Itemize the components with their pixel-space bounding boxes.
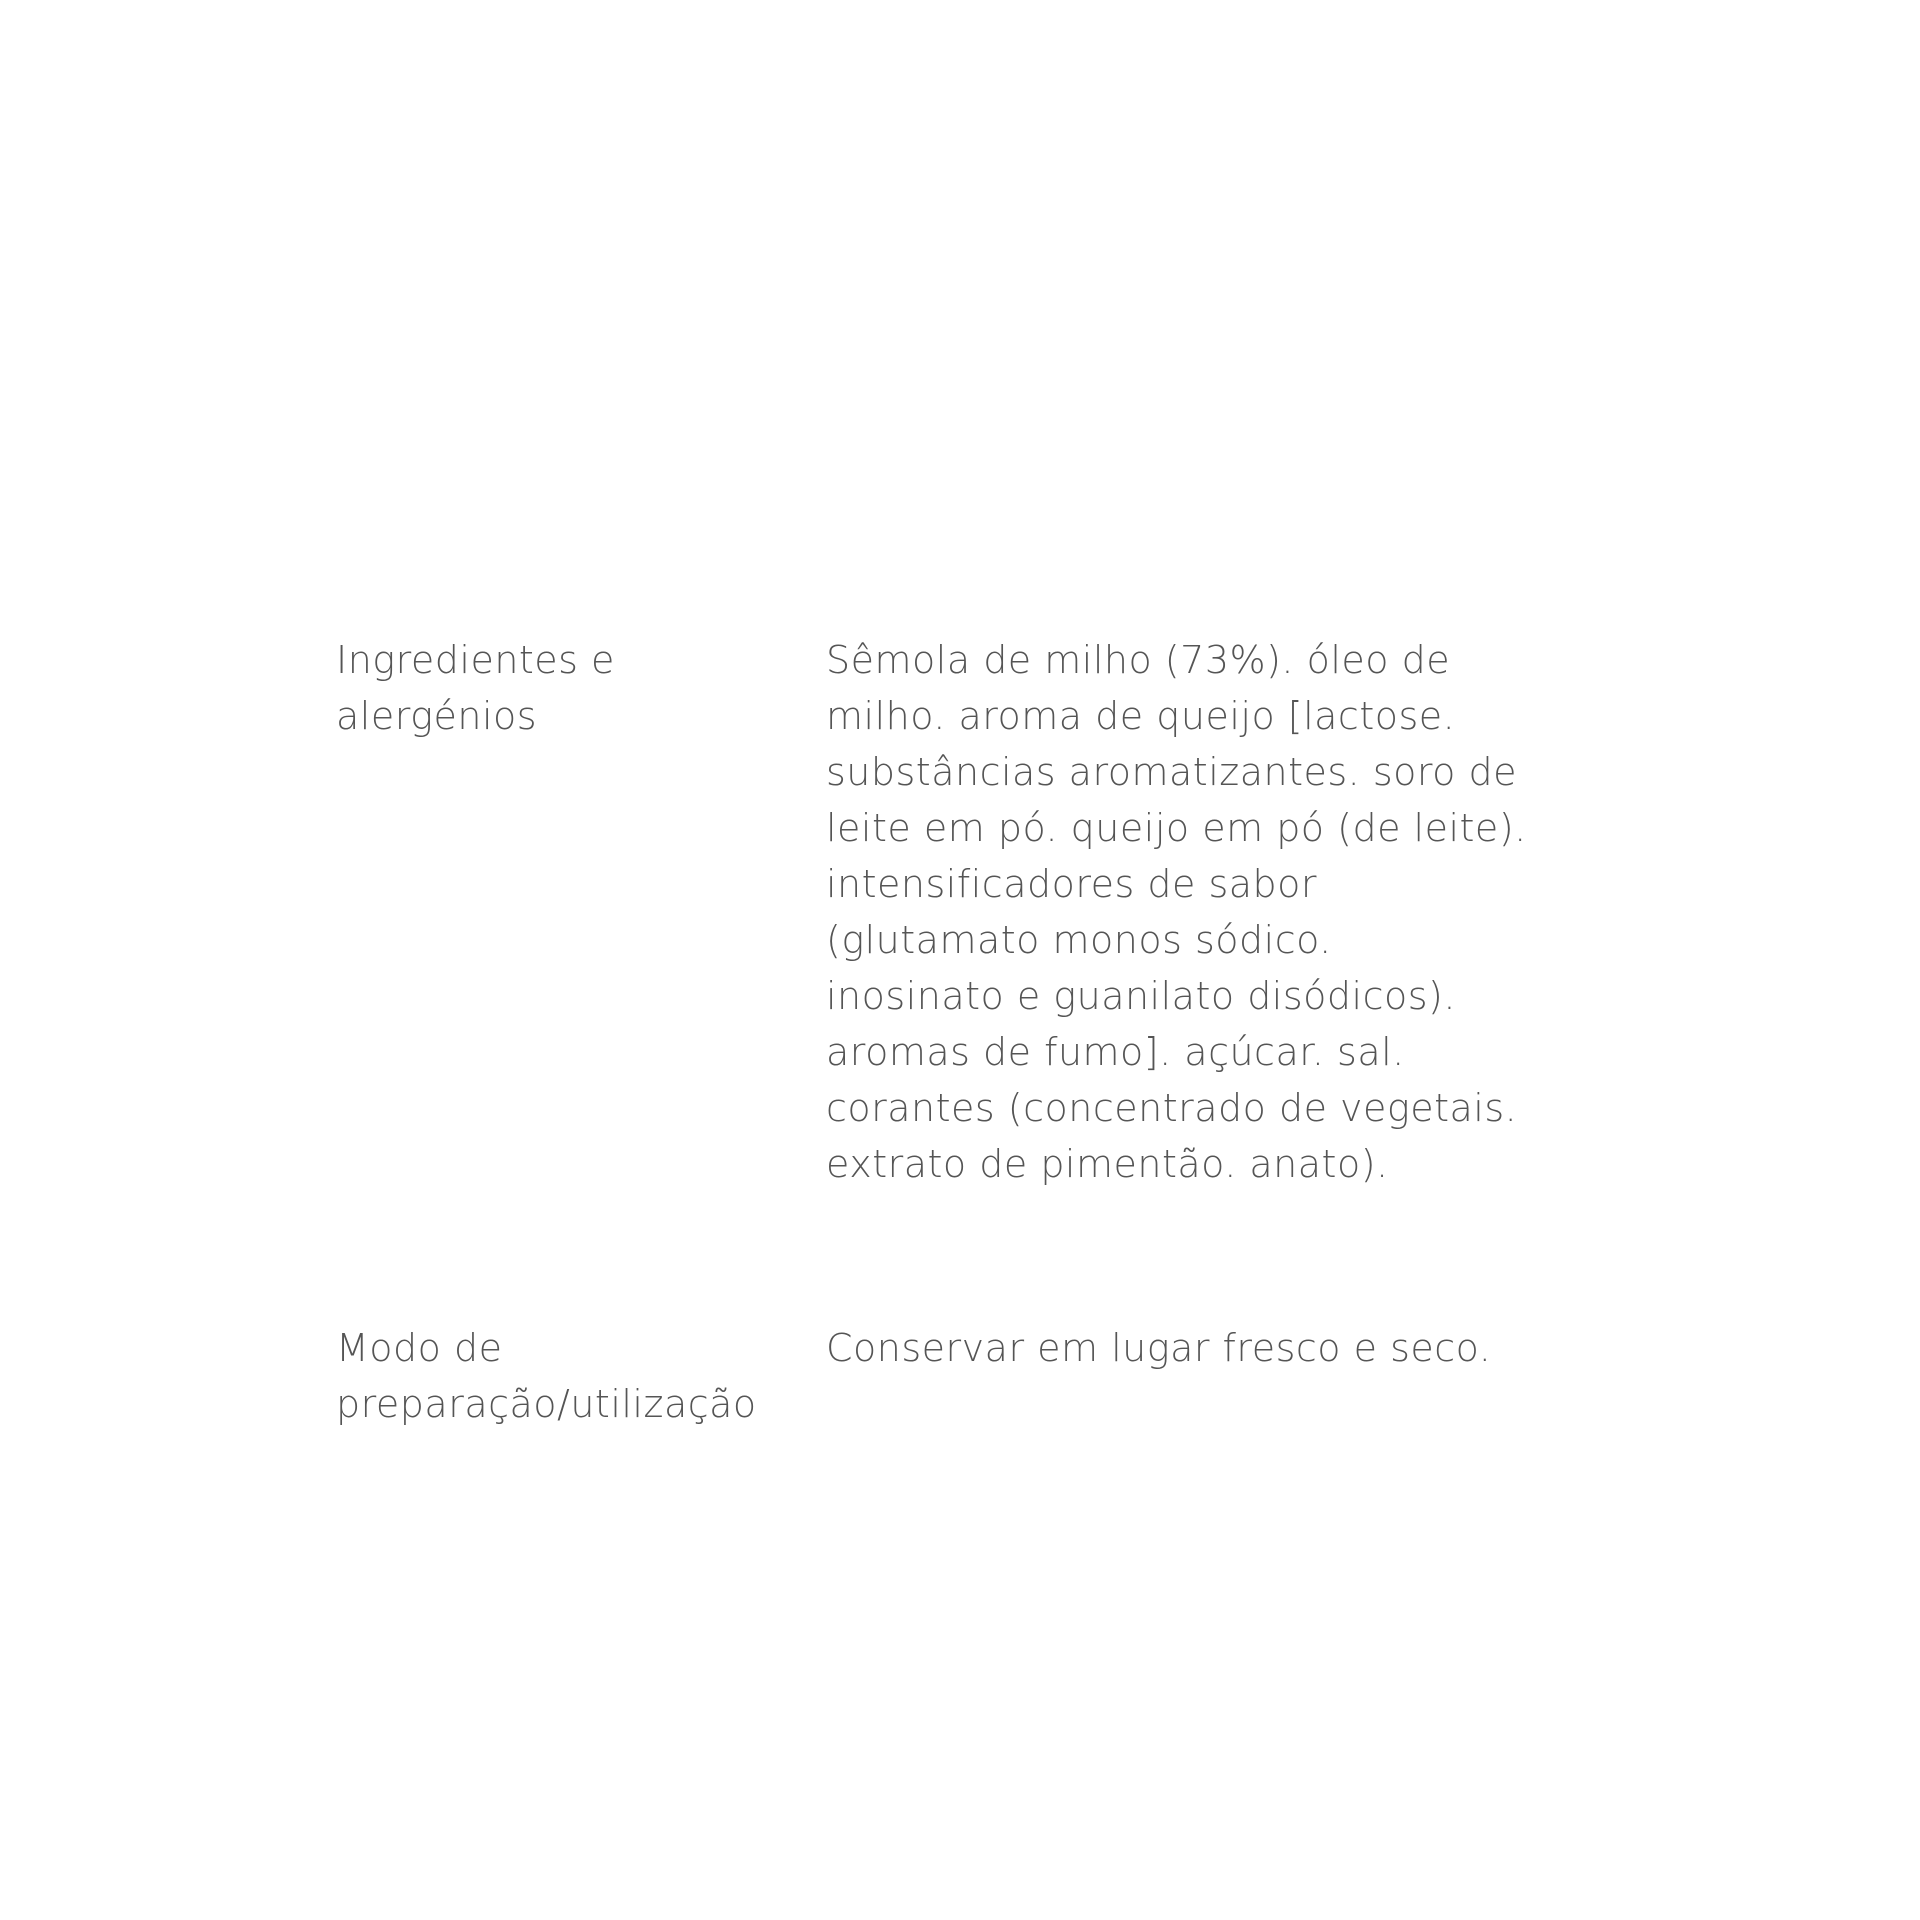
ingredients-value-line: corantes (concentrado de vegetais. [826,1086,1518,1130]
ingredients-value-line: leite em pó. queijo em pó (de leite). [826,806,1527,850]
preparation-label-line: Modo de [336,1326,503,1370]
ingredients-value-line: milho. aroma de queijo [lactose. [826,694,1456,738]
preparation-value-line: Conservar em lugar fresco e seco. [826,1326,1492,1370]
ingredients-value-line: aromas de fumo]. açúcar. sal. [826,1030,1405,1074]
preparation-value [826,1320,1556,1376]
preparation-label [336,1320,826,1432]
ingredients-label-line: Ingredientes e [336,638,615,682]
ingredients-value-line: inosinato e guanilato disódicos). [826,974,1456,1018]
ingredients-label-line: alergénios [336,694,538,738]
preparation-label-line: preparação/utilização [336,1382,757,1426]
ingredients-value-line: intensificadores de sabor [826,862,1318,906]
product-info-table [336,632,1596,1432]
ingredients-value-line: substâncias aromatizantes. soro de [826,750,1517,794]
ingredients-value [826,632,1556,1192]
ingredients-label [336,632,826,744]
ingredients-value-line: Sêmola de milho (73%). óleo de [826,638,1451,682]
ingredients-value-line: (glutamato monos sódico. [826,918,1332,962]
ingredients-row [336,632,1596,1192]
preparation-row [336,1320,1596,1432]
ingredients-value-line: extrato de pimentão. anato). [826,1142,1389,1186]
